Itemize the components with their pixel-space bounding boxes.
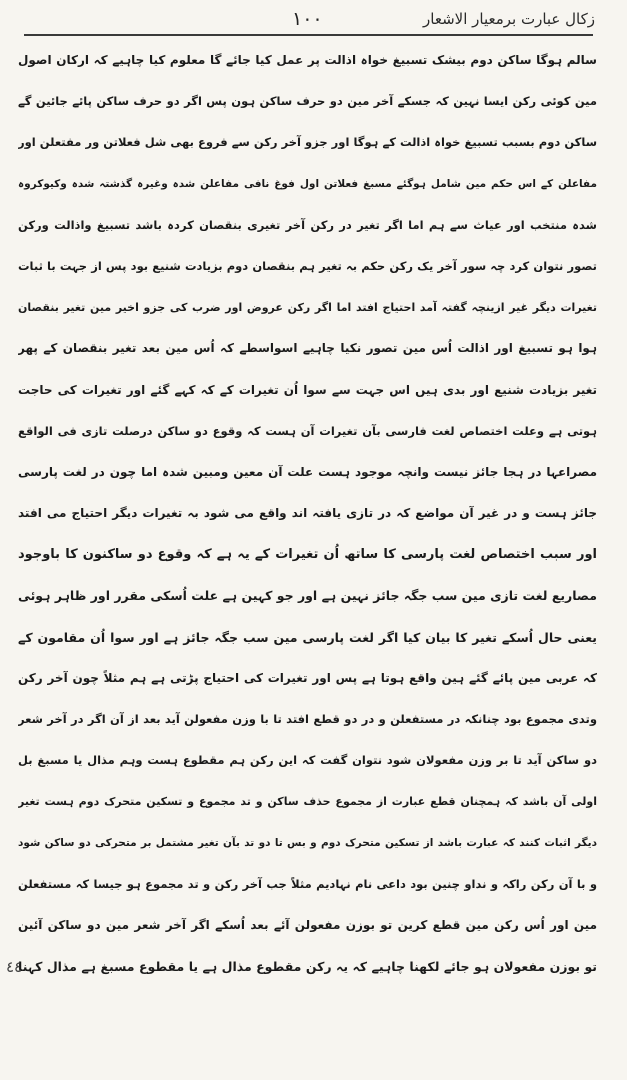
text-line: وتدی مجموع بود چنانکہ در مستفعلن و در دو قطع افتد تا با وزن مفعولن آید بعد از آن اگر در آخر شعر — [18, 712, 597, 726]
text-line: تو بوزن مفعولان ہو جائے لکھنا چاہیے کہ یہ رکن مقطوع مذال ہے یا مقطوع مسبغ ہے مذال کہنا — [18, 959, 597, 975]
text-line: سالم ہوگا ساکن دوم بیشک تسبیغ خواہ اذالت پر عمل کیا جائے گا معلوم کیا چاہیے کہ ارکان اصول — [18, 53, 597, 67]
running-title: زکال عبارت برمعیار الاشعار — [423, 10, 595, 28]
text-line: اولی آن باشد کہ ہمچنان قطع عبارت از مجموع حذف ساکن و تد مجموع و تسکین متحرک دوم ہست تغیر — [18, 795, 597, 809]
text-line: دو ساکن آید تا بر وزن مفعولان شود نتوان گفت کہ این رکن ہم مقطوع ہست وہم مذال یا مسبغ بل — [18, 753, 597, 768]
text-line: مین اور اُس رکن مین قطع کرین تو بوزن مفعولن آئے بعد اُسکے اگر آخر شعر مین دو ساکن آئین — [18, 917, 597, 932]
text-line: مصاریع لغت تازی مین سب جگہ جائز نہین ہے اور جو کہین ہے علت اُسکی مقرر اور ظاہر ہوئی — [18, 588, 597, 604]
text-line: مین کوئی رکن ایسا نہین کہ جسکے آخر مین دو حرف ساکن ہون پس اگر دو حرف ساکن پائے جائین گے — [18, 94, 597, 109]
text-line: اور سبب اختصاص لغت پارسی کا ساتھ اُن تغیرات کے یہ ہے کہ وقوع دو ساکنون کا باوجود — [18, 547, 597, 563]
text-line: و با آن رکن راکہ و نداو چنین بود داعی نام نہادیم مثلاً جب آخر رکن و تد مجموع ہو جیسا کہ مستفعلن — [18, 876, 597, 891]
margin-note: ٤٤ — [6, 958, 23, 976]
text-line: ہوتی ہے وعلت اختصاص لغت فارسی بآن تغیرات آن ہست کہ وقوع دو ساکن درصلت تازی فی الواقع — [18, 423, 597, 438]
text-line: مفاعلن کے اس حکم مین شامل ہوگئے مسبغ فعلاتن اول فوغ نافی مفاعلن شدہ وغیرہ گذشتہ شدہ وکیوکروہ — [18, 177, 597, 190]
page-number: ١٠٠ — [292, 8, 323, 30]
text-line: مصراعہا در ہجا جائز نیست وانچہ موجود ہست علت آن معین ومبین شدہ اما چون در لغت پارسی — [18, 464, 597, 479]
text-line: یعنی حال اُسکے تغیر کا بیان کیا اگر لغت پارسی مین سب جگہ جائز ہے اور سوا اُن مقامون کے — [18, 629, 597, 645]
header-rule — [24, 34, 593, 36]
text-line: تغیرات دیگر غیر ازینچہ گفتہ آمد احتیاج افتد اما اگر رکن عروض اور ضرب کی جزو اخیر مین تغیر بنقصان — [18, 301, 597, 315]
text-line: تصور نتوان کرد چہ سور آخر یک رکن حکم بہ تغیر ہم بنقصان دوم بزیادت شنیع بود پس از جہت با ثبات — [18, 258, 597, 273]
text-line: ساکن دوم بسبب تسبیغ خواہ اذالت کے ہوگا اور جزو آخر رکن سے فروع بھی شل فعلاتن ور مفتعلن اور — [18, 135, 597, 150]
text-line: جائز ہست و در غیر آن مواضع کہ در تازی یافتہ اند واقع می شود بہ تغیرات دیگر احتیاج می افتد — [18, 506, 597, 521]
text-line: کہ عربی مین پائے گئے ہین واقع ہوتا ہے پس اور تغیرات کی احتیاج پڑتی ہے ہم مثلاً چون آخر رکن — [18, 670, 597, 685]
text-line: ہوا ہو تسبیغ اور اذالت اُس مین تصور نکیا چاہیے اسواسطے کہ اُس مین بعد تغیر بنقصان کے پھر — [18, 341, 597, 356]
text-line: شدہ منتخب اور عیاث سے ہم اما اگر تغیر در رکن آخر تغیری بنقصان کردہ باشد تسبیغ واذالت ورکن — [18, 217, 597, 232]
urdu-body-text — [18, 40, 597, 1025]
text-line: تغیر بزیادت شنیع اور بدی ہیں اس جہت سے سوا اُن تغیرات کے کہ کہے گئے اور تغیرات کی حاجت — [18, 382, 597, 397]
text-line: دیگر اثبات کنند کہ عبارت باشد از تسکین متحرک دوم و بس تا دو تد بآن تغیر مشتمل بر متحرکی دو ساکن شود — [18, 836, 597, 849]
